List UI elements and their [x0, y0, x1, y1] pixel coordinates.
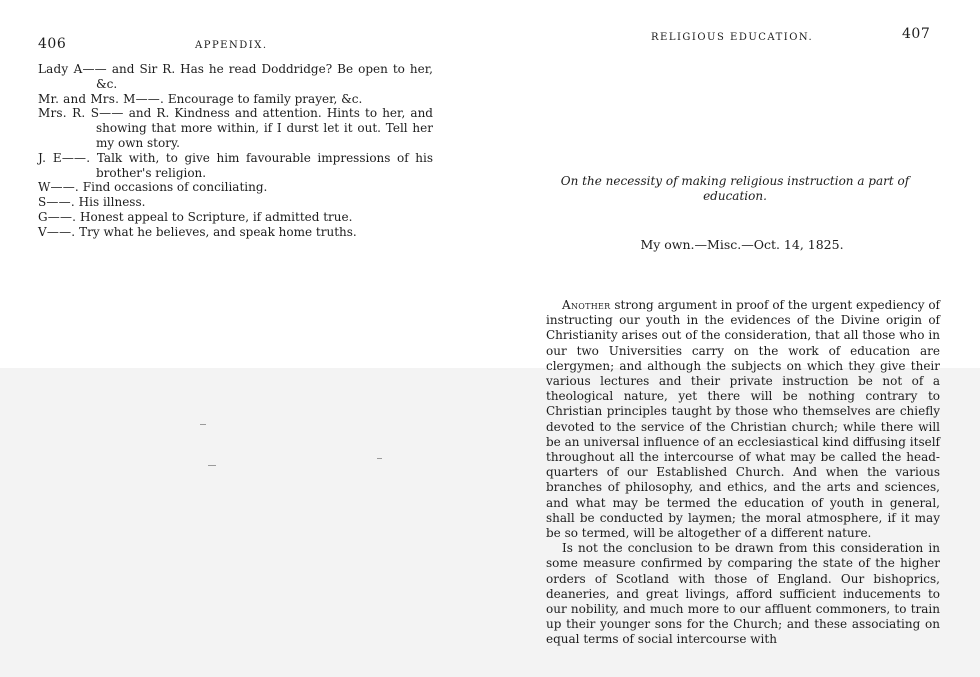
right-page-number: 407 [902, 26, 931, 42]
entry-text: Talk with, to give him favourable impressions of his brother's religion. [96, 150, 433, 180]
notes-list [38, 62, 433, 240]
right-running-head: RELIGIOUS EDUCATION. [651, 32, 814, 43]
drop-lead-word: Another [562, 298, 611, 312]
left-page-number: 406 [38, 36, 67, 52]
paragraph: Is not the conclusion to be drawn from this consideration in some measure confirmed by comparing the state of the higher orders of Scotland with those of England. Our bishoprics, deaneries, and great livings, afford sufficient inducements to our nobility, and much more to our affluent commoners, to train up their younger sons for the Church; and these associating on equal terms of social intercourse with [546, 541, 940, 647]
entry-text: Honest appeal to Scripture, if admitted true. [80, 209, 353, 224]
list-item [38, 92, 433, 107]
left-running-head: APPENDIX. [195, 40, 268, 51]
source-line: My own.—Misc.—Oct. 14, 1825. [640, 237, 844, 252]
list-item [38, 151, 433, 181]
entry-name: J. E——. [38, 150, 91, 165]
entry-text: Encourage to family prayer, &c. [167, 91, 363, 106]
list-item [38, 180, 433, 195]
list-item [38, 106, 433, 150]
entry-name: G——. [38, 209, 77, 224]
entry-name: S——. [38, 195, 75, 210]
entry-name: Lady A—— [38, 62, 107, 76]
entry-name: Mr. and Mrs. M——. [38, 91, 165, 106]
entry-text: and Sir R. Has he read Doddridge? Be open to her, &c. [96, 62, 433, 91]
list-item [38, 210, 433, 225]
paragraph [546, 298, 940, 541]
section-subtitle: On the necessity of making religious instruction a part of education. [560, 174, 910, 203]
entry-text: Try what he believes, and speak home truths. [79, 224, 357, 239]
scan-speck [377, 458, 382, 459]
entry-name: Mrs. R. S—— [38, 106, 124, 121]
entry-text: His illness. [78, 195, 146, 210]
scan-speck [200, 424, 206, 425]
entry-text: Find occasions of conciliating. [82, 180, 268, 195]
scan-speck [208, 465, 216, 466]
list-item [38, 62, 433, 92]
entry-text: and R. Kindness and attention. Hints to her, and showing that more within, if I durst let it out. Tell her my own story. [96, 106, 433, 150]
list-item [38, 195, 433, 210]
paragraph-text: strong argument in proof of the urgent expediency of instructing our youth in the evidences of the Divine origin of Christianity arises out of the consideration, that all those who in our two Universities carry on the work of education are clergymen; and although the subjects on which they give their various lectures and their private instruction be not of a theological nature, yet there will be nothing contrary to Christian principles taught by those who themselves are chiefly devoted to the service of the Christian church; while there will be an universal influence of an ecclesiastical kind diffusing itself throughout all the intercourse of what may be called the head-quarters of our Established Church. And when the various branches of philosophy, and ethics, and the arts and sciences, and what may be termed the education of youth in general, shall be conducted by laymen; the moral atmosphere, if it may be so termed, will be altogether of a different nature. [546, 298, 940, 541]
body-text [546, 298, 940, 648]
entry-name: V——. [38, 224, 76, 239]
entry-name: W——. [38, 180, 79, 195]
list-item [38, 225, 433, 240]
